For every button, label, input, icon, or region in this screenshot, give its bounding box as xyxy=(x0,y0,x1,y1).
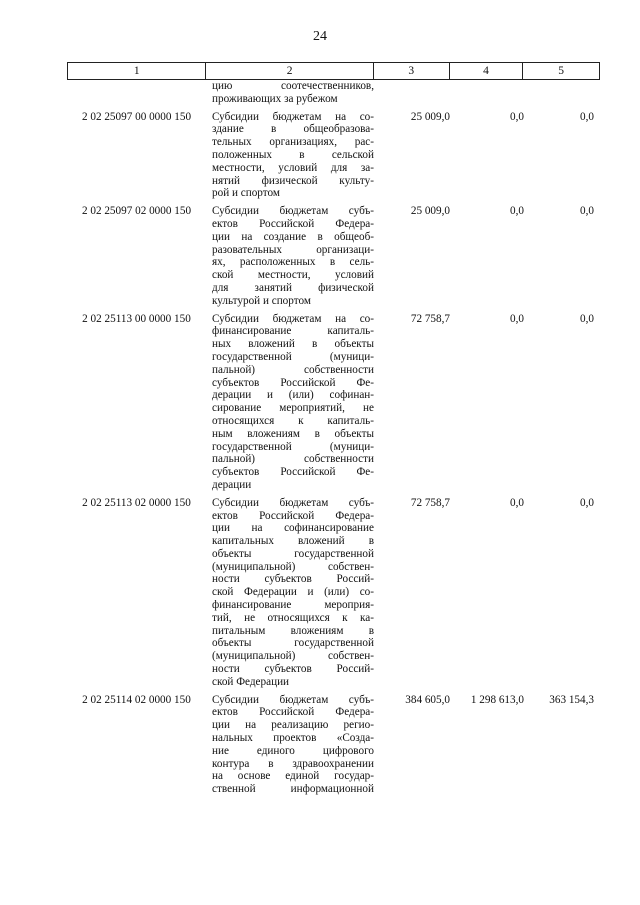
description-line: ской Федерации и (или) со- xyxy=(212,586,374,599)
row-code: 2 02 25097 00 0000 150 xyxy=(81,110,192,123)
description-line: здание в общеобразова- xyxy=(212,123,374,136)
description-line: культурой и спортом xyxy=(212,294,311,307)
row-code: 2 02 25113 00 0000 150 xyxy=(82,312,191,325)
description-line: Субсидии бюджетам субъ- xyxy=(212,205,374,218)
value-col-5: 0,0 xyxy=(580,110,594,123)
table-header xyxy=(67,62,600,80)
description-line: ных вложений в объекты xyxy=(212,338,374,351)
description-line: нятий физической культу- xyxy=(212,174,374,187)
row-description xyxy=(212,111,374,201)
row-description xyxy=(212,694,374,796)
description-line: пальной) собственности xyxy=(212,363,374,376)
description-line: сирование мероприятий, не xyxy=(212,402,374,415)
description-line: дерации xyxy=(212,478,252,491)
description-line: ектов Российской Федера- xyxy=(212,509,374,522)
table-row xyxy=(67,205,600,307)
header-col-5: 5 xyxy=(558,65,565,77)
row-code: 2 02 25097 02 0000 150 xyxy=(81,205,192,218)
table-row xyxy=(67,694,600,796)
continuation-text xyxy=(212,80,374,106)
description-line: Субсидии бюджетам субъ- xyxy=(212,496,374,509)
description-line: пальной) собственности xyxy=(212,453,374,466)
description-line: ственной информационной xyxy=(212,783,374,796)
header-col-3: 3 xyxy=(374,63,450,79)
description-line: тельных организациях, рас- xyxy=(212,136,374,149)
description-line: дерации и (или) софинан- xyxy=(212,389,374,402)
description-line: объекты государственной xyxy=(212,547,374,560)
description-line: местности, условий для за- xyxy=(212,161,374,174)
value-col-3: 72 758,7 xyxy=(410,312,450,325)
table-body xyxy=(67,80,600,796)
description-line: рой и спортом xyxy=(212,187,280,200)
description-line: Субсидии бюджетам субъ- xyxy=(212,693,374,706)
description-line: контура в здравоохранении xyxy=(212,757,374,770)
description-line: ным вложениям в объекты xyxy=(212,427,374,440)
row-description xyxy=(212,205,374,307)
description-line: ние единого цифрового xyxy=(212,744,374,757)
description-line: субъектов Российской Фе- xyxy=(212,376,374,389)
value-col-3: 72 758,7 xyxy=(410,496,450,509)
value-col-3: 25 009,0 xyxy=(410,205,450,218)
value-col-5: 0,0 xyxy=(580,205,594,218)
description-line: ности субъектов Россий- xyxy=(212,663,374,676)
row-description xyxy=(212,497,374,689)
description-line: ях, расположенных в сель- xyxy=(212,256,374,269)
description-line: положенных в сельской xyxy=(212,148,374,161)
description-line: (муниципальной) собствен- xyxy=(212,650,374,663)
value-col-4: 0,0 xyxy=(510,110,524,123)
table-row xyxy=(67,313,600,492)
description-line: субъектов Российской Фе- xyxy=(212,466,374,479)
description-line: капитальных вложений в xyxy=(212,535,374,548)
description-line: относящихся к капиталь- xyxy=(212,414,374,427)
value-col-4: 0,0 xyxy=(510,496,524,509)
description-line: ции на софинансирование xyxy=(212,522,374,535)
row-code: 2 02 25114 02 0000 150 xyxy=(82,693,191,706)
continuation-line: проживающих за рубежом xyxy=(212,92,338,105)
description-line: (муниципальной) собствен- xyxy=(212,560,374,573)
description-line: ской Федерации xyxy=(212,675,290,688)
row-description xyxy=(212,313,374,492)
value-col-5: 363 154,3 xyxy=(549,693,594,706)
header-col-1: 1 xyxy=(68,63,206,79)
page-number: 24 xyxy=(313,29,327,44)
description-line: финансирование мероприя- xyxy=(212,599,374,612)
value-col-5: 0,0 xyxy=(580,312,594,325)
description-line: ектов Российской Федера- xyxy=(212,706,374,719)
row-code: 2 02 25113 02 0000 150 xyxy=(82,496,191,509)
table-row xyxy=(67,111,600,201)
table-row xyxy=(67,497,600,689)
description-line: для занятий физической xyxy=(212,281,374,294)
value-col-3: 384 605,0 xyxy=(405,693,450,706)
description-line: тий, не относящихся к ка- xyxy=(212,611,374,624)
description-line: разовательных организаци- xyxy=(212,243,374,256)
header-col-4: 4 xyxy=(450,63,524,79)
description-line: ции на реализацию регио- xyxy=(212,719,374,732)
value-col-4: 1 298 613,0 xyxy=(470,693,524,706)
continuation-line: цию соотечественников, xyxy=(212,80,374,92)
description-line: ции на создание в общеоб- xyxy=(212,230,374,243)
header-col-2: 2 xyxy=(206,63,373,79)
description-line: на основе единой государ- xyxy=(212,770,374,783)
description-line: питальным вложениям в xyxy=(212,624,374,637)
value-col-5: 0,0 xyxy=(580,496,594,509)
description-line: нальных проектов «Созда- xyxy=(212,732,374,745)
value-col-4: 0,0 xyxy=(510,312,524,325)
description-line: ской местности, условий xyxy=(212,269,374,282)
value-col-4: 0,0 xyxy=(510,205,524,218)
description-line: Субсидии бюджетам на со- xyxy=(212,110,374,123)
value-col-3: 25 009,0 xyxy=(410,110,450,123)
description-line: ектов Российской Федера- xyxy=(212,217,374,230)
description-line: государственной (муници- xyxy=(212,440,374,453)
description-line: финансирование капиталь- xyxy=(212,325,374,338)
description-line: объекты государственной xyxy=(212,637,374,650)
description-line: государственной (муници- xyxy=(212,350,374,363)
description-line: ности субъектов Россий- xyxy=(212,573,374,586)
description-line: Субсидии бюджетам на со- xyxy=(212,312,374,325)
